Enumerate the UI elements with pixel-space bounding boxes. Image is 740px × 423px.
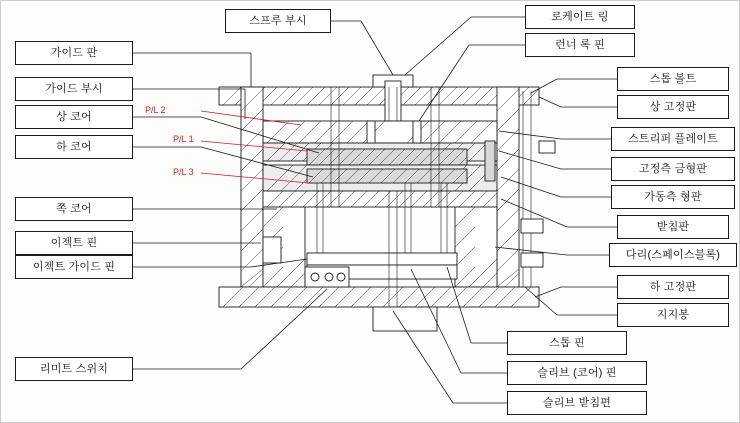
callout-sleeve-core-pin[interactable] xyxy=(507,361,647,385)
callout-label: 슬리브 받침편 xyxy=(542,396,612,409)
callout-label: 이젝트 핀 xyxy=(50,236,98,249)
callout-ejector-guide-pin[interactable] xyxy=(15,255,133,279)
callout-label: 스톱 핀 xyxy=(549,336,585,349)
callout-label: 이젝트 가이드 핀 xyxy=(32,260,116,273)
callout-runner-lock-pin[interactable] xyxy=(525,33,635,57)
callout-fixed-side-mold-plate[interactable] xyxy=(611,157,735,181)
callout-top-clamping-plate[interactable] xyxy=(617,95,729,119)
callout-label: 스트리퍼 플레이트 xyxy=(628,132,718,145)
callout-side-core[interactable] xyxy=(15,197,133,221)
callout-limit-switch[interactable] xyxy=(15,357,133,381)
parting-line-2-label: P/L 2 xyxy=(145,105,166,115)
callout-movable-side-mold-plate[interactable] xyxy=(611,185,735,209)
callout-label: 하 고정판 xyxy=(649,280,697,293)
callout-label: 스프루 부시 xyxy=(249,14,307,27)
callout-label: 가이드 판 xyxy=(50,46,98,59)
callout-label: 고정측 금형판 xyxy=(638,162,708,175)
callout-guide-plate[interactable] xyxy=(15,41,133,65)
callout-label: 가동측 형판 xyxy=(644,190,702,203)
callout-spacer-block[interactable] xyxy=(609,243,737,267)
callout-support-pillar[interactable] xyxy=(617,303,729,327)
callout-locate-ring[interactable] xyxy=(525,5,635,29)
callout-label: 하 코어 xyxy=(56,140,92,153)
callout-stop-bolt[interactable] xyxy=(617,67,729,91)
callout-label: 로케이트 링 xyxy=(551,10,609,23)
callout-label: 지지봉 xyxy=(656,308,690,321)
callout-sprue-bush[interactable] xyxy=(225,9,331,33)
callout-label: 스톱 볼트 xyxy=(649,72,697,85)
callout-sleeve-support-piece[interactable] xyxy=(507,391,647,415)
callout-stop-pin[interactable] xyxy=(507,331,627,355)
callout-label: 상 고정판 xyxy=(649,100,697,113)
callout-bottom-clamping-plate[interactable] xyxy=(617,275,729,299)
callout-label: 가이드 부시 xyxy=(45,82,103,95)
callout-guide-bush[interactable] xyxy=(15,77,133,101)
callout-support-plate[interactable] xyxy=(617,215,729,239)
callout-upper-core[interactable] xyxy=(15,105,133,129)
callout-label: 리미트 스위치 xyxy=(39,362,109,375)
callout-lower-core[interactable] xyxy=(15,135,133,159)
callout-label: 다리(스페이스블록) xyxy=(625,248,721,261)
callout-ejector-pin[interactable] xyxy=(15,231,133,255)
callout-label: 상 코어 xyxy=(56,110,92,123)
callout-stripper-plate[interactable] xyxy=(611,127,735,151)
callout-label: 받침판 xyxy=(656,220,690,233)
callout-label: 쪽 코어 xyxy=(56,202,92,215)
parting-line-1-label: P/L 1 xyxy=(173,134,194,144)
callout-label: 슬리브 (코어) 핀 xyxy=(537,366,617,379)
callout-label: 런너 록 핀 xyxy=(555,38,605,51)
parting-line-3-label: P/L 3 xyxy=(173,167,194,177)
